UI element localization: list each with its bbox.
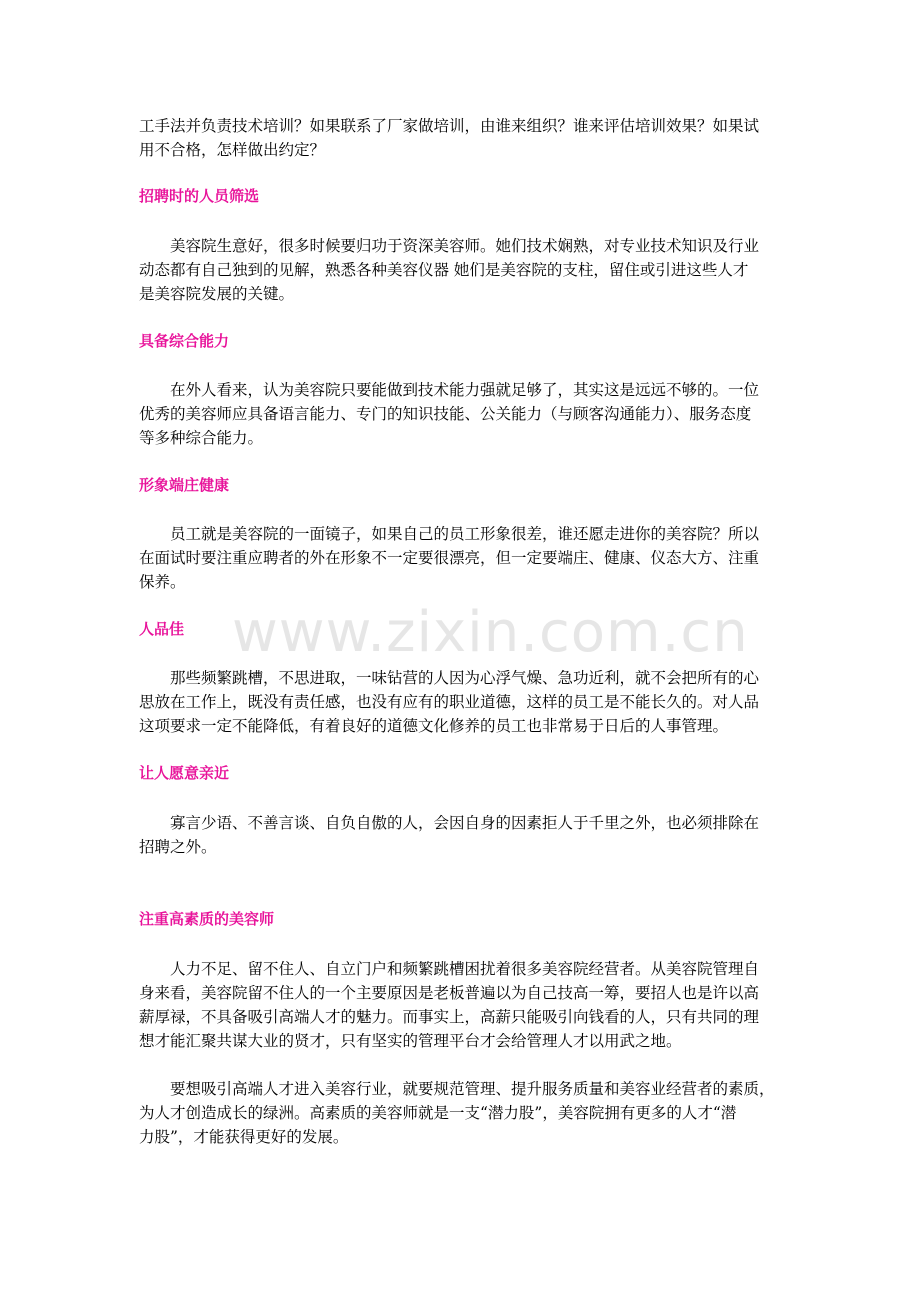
paragraph-line: 薪厚禄，不具备吸引高端人才的魅力。而事实上，高薪只能吸引向钱看的人，只有共同的理 <box>139 1008 760 1026</box>
paragraph-line: 人力不足、留不住人、自立门户和频繁跳槽困扰着很多美容院经营者。从美容院管理自 <box>139 960 760 978</box>
paragraph-line: 是美容院发展的关键。 <box>139 285 295 303</box>
section-paragraph-character <box>139 666 795 738</box>
paragraph-line: 工手法并负责技术培训？如果联系了厂家做培训，由谁来组织？谁来评估培训效果？如果试 <box>139 117 760 135</box>
section-paragraph-approachable <box>139 811 795 859</box>
paragraph-line: 招聘之外。 <box>139 838 217 856</box>
paragraph-line: 等多种综合能力。 <box>139 429 264 447</box>
section-heading-approachable: 让人愿意亲近 <box>139 764 230 782</box>
section-heading-screening: 招聘时的人员筛选 <box>139 187 260 205</box>
paragraph-line: 力股”，才能获得更好的发展。 <box>139 1128 349 1146</box>
paragraph-line: 那些频繁跳槽，不思进取，一味钻营的人因为心浮气燥、急功近利，就不会把所有的心 <box>139 669 760 687</box>
section-paragraph-quality-1 <box>139 957 795 1053</box>
section-paragraph-quality-2 <box>139 1077 795 1149</box>
paragraph-line: 美容院生意好，很多时候要归功于资深美容师。她们技术娴熟，对专业技术知识及行业 <box>139 237 760 255</box>
section-paragraph-image <box>139 522 795 594</box>
paragraph-line: 思放在工作上，既没有责任感，也没有应有的职业道德，这样的员工是不能长久的。对人品 <box>139 693 760 711</box>
paragraph-line: 想才能汇聚共谋大业的贤才，只有坚实的管理平台才会给管理人才以用武之地。 <box>139 1032 682 1050</box>
section-heading-character: 人品佳 <box>139 620 185 638</box>
paragraph-line: 用不合格，怎样做出约定？ <box>139 141 326 159</box>
paragraph-line: 优秀的美容师应具备语言能力、专门的知识技能、公关能力（与顾客沟通能力）、服务态度 <box>139 405 752 423</box>
paragraph-line: 寡言少语、不善言谈、自负自傲的人，会因自身的因素拒人于千里之外，也必须排除在 <box>139 814 760 832</box>
paragraph-line: 身来看，美容院留不住人的一个主要原因是老板普遍以为自己技高一筹，要招人也是许以高 <box>139 984 760 1002</box>
paragraph-line: 为人才创造成长的绿洲。高素质的美容师就是一支“潜力股”，美容院拥有更多的人才“潜 <box>139 1104 737 1122</box>
watermark: www.zixin.com.cn <box>232 600 749 665</box>
paragraph-line: 保养。 <box>139 573 186 591</box>
section-paragraph-ability <box>139 378 795 450</box>
section-paragraph-screening <box>139 234 795 306</box>
section-heading-image: 形象端庄健康 <box>139 476 230 494</box>
paragraph-line: 要想吸引高端人才进入美容行业，就要规范管理、提升服务质量和美容业经营者的素质， <box>139 1080 775 1098</box>
paragraph-line: 员工就是美容院的一面镜子，如果自己的员工形象很差，谁还愿走进你的美容院？所以 <box>139 525 760 543</box>
section-heading-ability: 具备综合能力 <box>139 332 230 350</box>
paragraph-line: 在面试时要注重应聘者的外在形象不一定要很漂亮，但一定要端庄、健康、仪态大方、注重 <box>139 549 760 567</box>
intro-paragraph <box>139 114 795 162</box>
paragraph-line: 动态都有自己独到的见解，熟悉各种美容仪器 她们是美容院的支柱，留住或引进这些人才 <box>139 261 749 279</box>
paragraph-line: 这项要求一定不能降低，有着良好的道德文化修养的员工也非常易于日后的人事管理。 <box>139 717 729 735</box>
section-heading-quality: 注重高素质的美容师 <box>139 910 275 928</box>
paragraph-line: 在外人看来，认为美容院只要能做到技术能力强就足够了，其实这是远远不够的。一位 <box>139 381 760 399</box>
